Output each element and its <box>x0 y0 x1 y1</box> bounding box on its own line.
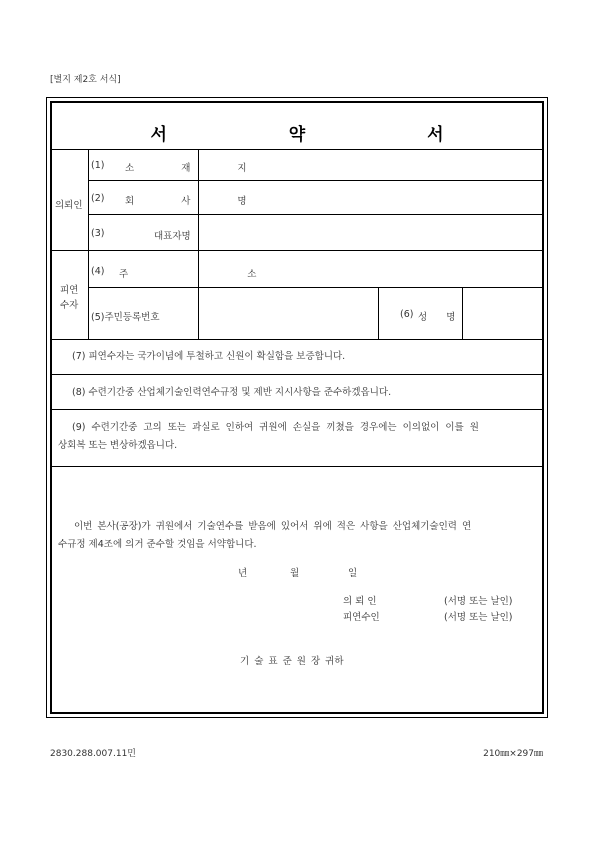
document-title: 서 약 서 <box>150 125 502 145</box>
divider <box>378 287 379 339</box>
trainee-group-label-line2: 수자 <box>60 300 79 311</box>
pledge-form-table <box>50 101 544 714</box>
trainee-group-label-line1: 피연 <box>60 285 79 296</box>
form-code: 2830.288.007.11민 <box>50 749 136 759</box>
trainee-name-input[interactable] <box>463 288 542 339</box>
requester-group-label: 의뢰인 <box>55 200 83 211</box>
trainee-address-label-text: 주 소 <box>119 269 315 280</box>
pledge-form-frame <box>46 97 548 718</box>
representative-input[interactable] <box>199 215 542 250</box>
addressee-label: 기 술 표 준 원 장 귀하 <box>240 656 344 667</box>
divider <box>52 339 542 340</box>
rrn-input[interactable] <box>199 288 378 339</box>
company-label-number: (2) <box>91 193 105 204</box>
statement-7: (7) 피연수자는 국가이념에 투철하고 신원이 확실함을 보증합니다. <box>72 351 346 362</box>
paper-size: 210㎜×297㎜ <box>483 749 543 759</box>
trainee-name-label-number: (6) <box>400 309 414 320</box>
requester-sign-field[interactable]: (서명 또는 날인) <box>444 596 513 607</box>
pledge-text-line2: 수규정 제4조에 의거 준수할 것임을 서약합니다. <box>58 539 257 550</box>
trainee-sign-label: 피연수인 <box>343 612 380 623</box>
statement-9-line1: (9) 수련기간중 고의 또는 과실로 인하여 귀원에 손실을 끼쳤을 경우에는 이의없이 이를 원 <box>72 422 479 433</box>
statement-8: (8) 수련기간중 산업체기술인력연수규정 및 제반 지시사항을 준수하겠읍니다. <box>72 387 392 398</box>
divider <box>88 149 89 339</box>
company-input[interactable] <box>199 181 542 214</box>
divider <box>52 466 542 467</box>
company-label-text: 회 사 명 <box>125 196 269 207</box>
divider <box>52 409 542 410</box>
date-year-label: 년 <box>238 568 248 579</box>
date-day-label: 일 <box>348 568 358 579</box>
trainee-name-label <box>418 309 463 323</box>
address-label-number: (1) <box>91 160 105 171</box>
representative-label: 대표자명 <box>154 231 191 242</box>
representative-label-number: (3) <box>91 228 105 239</box>
address-input[interactable] <box>199 150 542 180</box>
divider <box>52 374 542 375</box>
pledge-text-line1: 이번 본사(공장)가 귀원에서 기술연수를 받음에 있어서 위에 적은 사항을 산업체기술인력 연 <box>74 521 472 532</box>
trainee-name-label-text: 성 명 <box>418 312 464 323</box>
statement-9-line2: 상회복 또는 변상하겠읍니다. <box>58 440 178 451</box>
trainee-address-label-number: (4) <box>91 266 105 277</box>
date-month-label: 월 <box>290 568 300 579</box>
trainee-sign-field[interactable]: (서명 또는 날인) <box>444 612 513 623</box>
trainee-address-input[interactable] <box>199 251 542 287</box>
address-label-text: 소 재 지 <box>125 163 269 174</box>
requester-sign-label: 의 뢰 인 <box>343 596 377 607</box>
form-number-label: [별지 제2호 서식] <box>50 75 121 85</box>
address-label <box>125 160 269 174</box>
rrn-label: (5)주민등록번호 <box>91 312 160 323</box>
